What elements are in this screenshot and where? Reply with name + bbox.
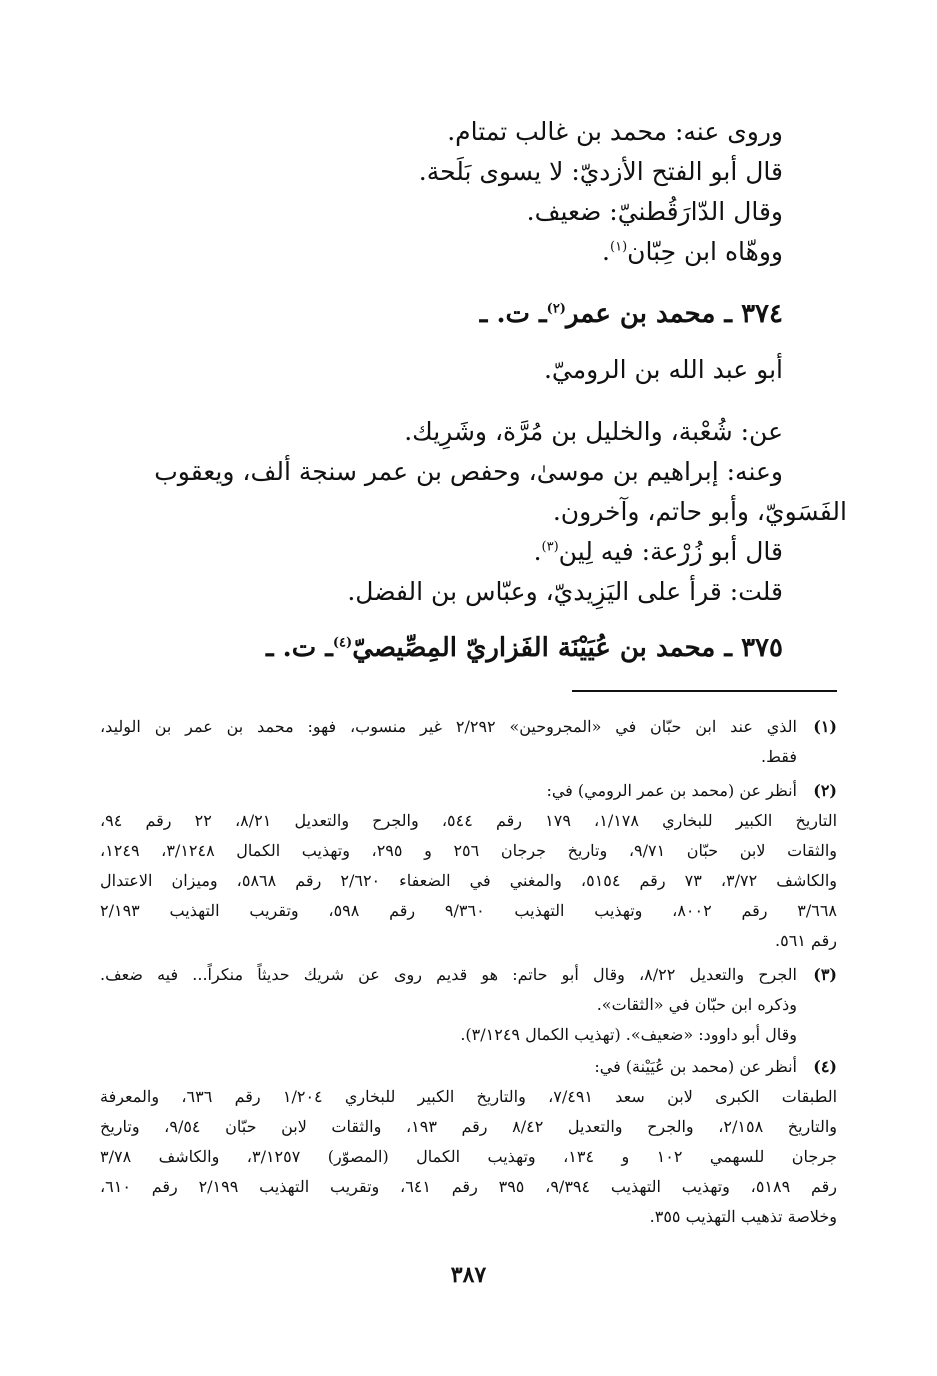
footnote-line: أنظر عن (محمد بن عُيَيْنة) في: <box>594 1057 797 1076</box>
footnote-2-continuation <box>100 806 837 956</box>
entry-siglum: ـ ت. ـ <box>479 299 547 329</box>
footnote-line: رقم ٥٦١. <box>775 931 837 950</box>
footnote-mark: (٢) <box>546 301 566 317</box>
footnote-line: ٣/٦٦٨ رقم ٨٠٠٢، وتهذيب التهذيب ٩/٣٦٠ رقم ٥٩٨، وتقريب التهذيب ٢/١٩٣ <box>100 901 837 920</box>
footnote-mark: (٣) <box>541 539 559 555</box>
entry-heading-375 <box>90 628 837 668</box>
footnote-2 <box>100 776 837 806</box>
footnote-line: أنظر عن (محمد بن عمر الرومي) في: <box>546 781 797 800</box>
footnote-separator <box>572 690 837 692</box>
footnote-body <box>100 776 797 806</box>
footnote-3 <box>100 960 837 1050</box>
page-number: ٣٨٧ <box>450 1262 487 1288</box>
footnote-line: رقم ٥١٨٩، وتهذيب التهذيب ٩/٣٩٤، ٣٩٥ رقم ٦٤١، وتقريب التهذيب ٢/١٩٩ رقم ٦١٠، <box>100 1177 837 1196</box>
text-line: وروى عنه: محمد بن غالب تمتام. <box>447 117 783 146</box>
footnote-number: (٣) <box>813 965 837 984</box>
punctuation: . <box>533 537 542 566</box>
footnote-line: التاريخ الكبير للبخاري ١/١٧٨، ١٧٩ رقم ٥٤٤، والجرح والتعديل ٨/٢١، ٢٢ رقم ٩٤، <box>100 811 837 830</box>
footnote-line: فقط. <box>760 747 797 766</box>
footnote-mark: (٤) <box>332 635 353 651</box>
punctuation: . <box>602 237 610 266</box>
main-text <box>90 112 847 668</box>
entry-siglum: ـ ت. ـ <box>266 633 333 663</box>
text-line: وقال الدّارَقُطنيّ: ضعيف. <box>526 197 783 226</box>
entry-heading-374 <box>90 294 837 334</box>
text-line: قلت: قرأ على اليَزِيديّ، وعبّاس بن الفضل. <box>347 577 783 606</box>
text-line: قال أبو الفتح الأزديّ: لا يسوى بَلَحة. <box>418 157 783 186</box>
footnote-line: الطبقات الكبرى لابن سعد ٧/٤٩١، والتاريخ الكبير للبخاري ١/٢٠٤ رقم ٦٣٦، والمعرفة <box>100 1087 837 1106</box>
footnote-number: (٢) <box>813 781 837 800</box>
entry-title: ٣٧٥ ـ محمد بن عُيَيْنَة الفَزاريّ المِصِّيصيّ <box>352 633 783 663</box>
entry-title: ٣٧٤ ـ محمد بن عمر <box>565 299 783 329</box>
footnote-number: (١) <box>813 717 837 736</box>
footnote-mark: (١) <box>610 239 628 255</box>
footnote-body <box>100 960 797 1050</box>
footnote-line: وخلاصة تذهيب التهذيب ٣٥٥. <box>649 1207 837 1226</box>
text-line <box>90 232 837 272</box>
footnote-4-continuation <box>100 1082 837 1232</box>
footnote-line: وقال أبو داوود: «ضعيف». (تهذيب الكمال ٣/١٢٤٩). <box>460 1025 797 1044</box>
footnote-line: جرجان للسهمي ١٠٢ و ١٣٤، وتهذيب الكمال (المصوّر) ٣/١٢٥٧، والكاشف ٣/٧٨ <box>100 1147 837 1166</box>
text-line: وعنه: إبراهيم بن موسىٰ، وحفص بن عمر سنجة ألف، ويعقوب <box>154 457 783 486</box>
footnote-body <box>100 1052 797 1082</box>
text-line <box>90 532 837 572</box>
footnote-line: الذي عند ابن حبّان في «المجروحين» ٢/٢٩٢ غير منسوب، فهو: محمد بن عمر بن الوليد، <box>100 717 797 736</box>
footnote-line: والثقات لابن حبّان ٩/٧١، وتاريخ جرجان ٢٥٦ و ٢٩٥، وتهذيب الكمال ٣/١٢٤٨، ١٢٤٩، <box>100 841 837 860</box>
text-line: عن: شُعْبة، والخليل بن مُرَّة، وشَرِيك. <box>404 417 783 446</box>
footnote-line: والتاريخ ٢/١٥٨، والجرح والتعديل ٨/٤٢ رقم ١٩٣، والثقات لابن حبّان ٩/٥٤، وتاريخ <box>100 1117 837 1136</box>
footnotes <box>100 712 837 1232</box>
footnote-line: الجرح والتعديل ٨/٢٢، وقال أبو حاتم: هو قديم روى عن شريك حديثاً منكراً... فيه ضعف. <box>100 965 797 984</box>
footnote-number: (٤) <box>813 1057 837 1076</box>
footnote-line: والكاشف ٣/٧٢، ٧٣ رقم ٥١٥٤، والمغني في الضعفاء ٢/٦٢٠ رقم ٥٨٦٨، وميزان الاعتدال <box>100 871 837 890</box>
text-line: أبو عبد الله بن الروميّ. <box>543 355 783 384</box>
text-segment: ووهّاه ابن حِبّان <box>627 237 783 266</box>
footnote-1 <box>100 712 837 772</box>
text-line: الفَسَويّ، وأبو حاتم، وآخرون. <box>552 497 847 526</box>
footnote-line: وذكره ابن حبّان في «الثقات». <box>596 995 797 1014</box>
footnote-body <box>100 712 797 772</box>
text-segment: قال أبو زُرْعة: فيه لِين <box>558 537 783 566</box>
footnote-4 <box>100 1052 837 1082</box>
